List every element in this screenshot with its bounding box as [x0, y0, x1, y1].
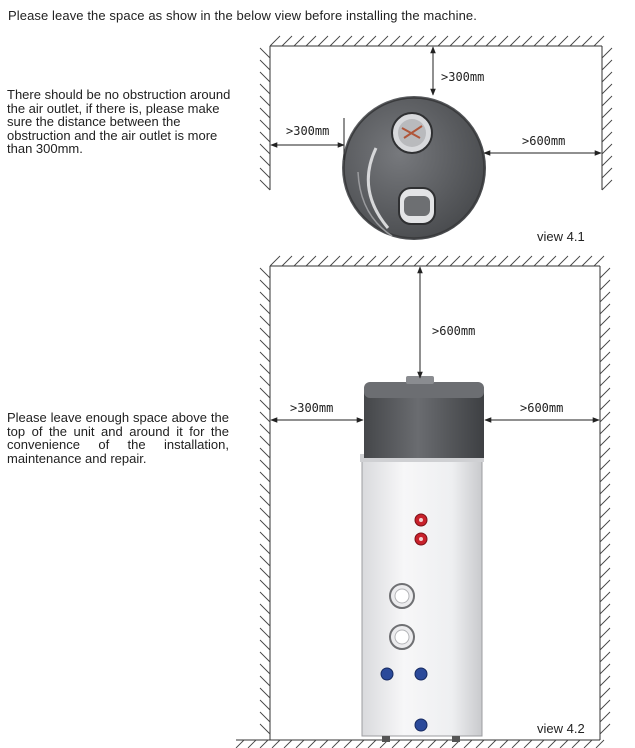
view1-dim-left: >300mm	[286, 124, 330, 138]
view1-dim-right: >600mm	[522, 134, 566, 148]
view2-caption: view 4.2	[537, 721, 585, 736]
view2-dim-top: >600mm	[432, 324, 476, 338]
view2-unit-front	[360, 376, 484, 742]
view2-dim-left: >300mm	[290, 401, 334, 415]
view1-dim-top: >300mm	[441, 70, 485, 84]
view1-description: There should be no obstruction around the air outlet, if there is, please make sure the distance between the obstruction and the air outlet is more than 300mm.	[7, 87, 231, 156]
intro-text: Please leave the space as show in the below view before installing the machine.	[8, 8, 477, 23]
view1-unit-top	[342, 96, 486, 240]
view1-caption: view 4.1	[537, 229, 585, 244]
view2-description: Please leave enough space above the top of the unit and around it for the convenience of the installation, maintenance and repair.	[7, 410, 229, 466]
view2-dim-right: >600mm	[520, 401, 564, 415]
